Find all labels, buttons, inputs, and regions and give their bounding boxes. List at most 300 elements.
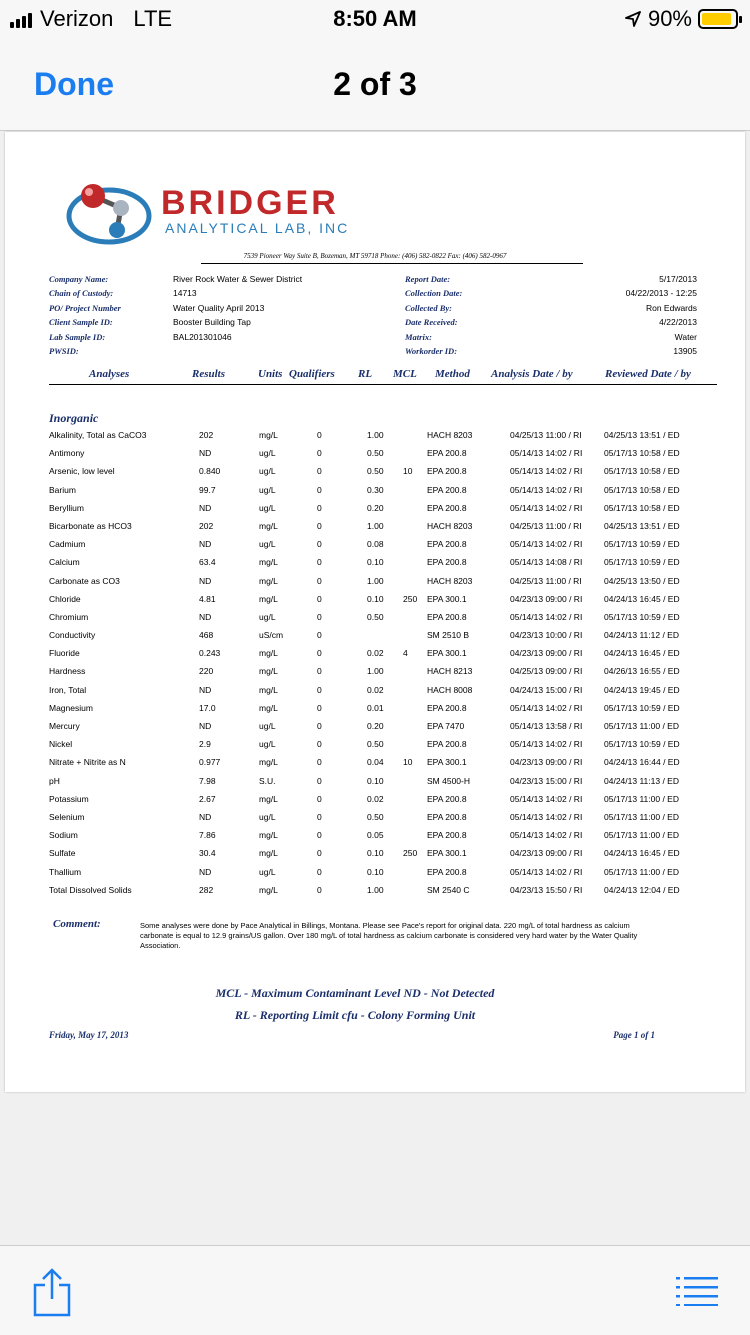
table-row [5, 846, 745, 864]
cell-method: EPA 7470 [427, 721, 465, 731]
date-received-label: Date Received: [405, 317, 458, 328]
cell-qualifier: 0 [317, 648, 322, 659]
cell-mcl: 250 [403, 593, 418, 604]
cell-analyte: pH [49, 775, 60, 786]
cell-reviewed-date: 04/24/13 12:04 / ED [604, 884, 680, 895]
cell-units: ug/L [259, 466, 276, 477]
info-left-labels [49, 272, 121, 358]
cell-rl: 1.00 [367, 520, 384, 531]
table-row [5, 501, 745, 519]
cell-method: HACH 8213 [427, 666, 473, 677]
column-header-results: Results [192, 368, 226, 380]
cell-analyte: Nitrate + Nitrite as N [49, 757, 126, 768]
header-divider [49, 384, 717, 385]
cell-analyte: Potassium [49, 793, 89, 804]
cell-units: mg/L [259, 648, 278, 659]
cell-rl: 0.02 [367, 793, 384, 804]
table-row [5, 683, 745, 701]
table-row [5, 555, 745, 573]
cell-reviewed-date: 04/26/13 16:55 / ED [604, 666, 680, 677]
cell-method: EPA 300.1 [427, 848, 467, 859]
cell-result: 202 [199, 520, 214, 531]
cell-result: ND [199, 448, 212, 459]
cell-units: mg/L [259, 557, 278, 568]
cell-analysis-date: 05/14/13 14:02 / RI [510, 484, 583, 495]
table-row [5, 865, 745, 883]
cell-analyte: Chloride [49, 593, 81, 604]
cell-method: EPA 200.8 [427, 702, 467, 713]
cell-qualifier: 0 [317, 593, 322, 604]
cell-analysis-date: 05/14/13 14:02 / RI [510, 611, 583, 622]
cell-rl: 0.10 [367, 866, 384, 877]
cell-units: mg/L [259, 884, 278, 895]
legend-line-1: MCL - Maximum Contaminant Level ND - Not Detected [215, 986, 495, 1000]
cell-result: ND [199, 866, 212, 877]
table-row [5, 719, 745, 737]
cell-units: mg/L [259, 793, 278, 804]
cell-qualifier: 0 [317, 557, 322, 568]
cell-reviewed-date: 05/17/13 11:00 / ED [604, 830, 679, 841]
cell-analysis-date: 05/14/13 14:02 / RI [510, 866, 583, 877]
cell-rl: 0.50 [367, 448, 384, 459]
cell-reviewed-date: 05/17/13 10:58 / ED [604, 466, 680, 477]
cell-method: EPA 200.8 [427, 793, 467, 804]
table-row [5, 519, 745, 537]
cell-analyte: Hardness [49, 666, 86, 677]
cell-analyte: Thallium [49, 866, 82, 877]
cell-units: ug/L [259, 448, 276, 459]
cell-analysis-date: 05/14/13 14:02 / RI [510, 811, 583, 822]
cell-analyte: Arsenic, low level [49, 466, 115, 477]
company-name-label: Company Name: [49, 274, 109, 284]
cell-reviewed-date: 05/17/13 10:59 / ED [604, 539, 680, 550]
cell-analyte: Carbonate as CO3 [49, 575, 120, 586]
cell-units: ug/L [259, 502, 276, 513]
cell-mcl: 10 [403, 757, 413, 768]
cell-reviewed-date: 04/24/13 16:44 / ED [604, 757, 680, 768]
section-title: Inorganic [49, 411, 99, 425]
table-row [5, 737, 745, 755]
workorder-id-value: 13905 [673, 345, 697, 356]
cell-units: mg/L [259, 430, 278, 440]
battery-icon [698, 9, 738, 29]
page-counter-title: 2 of 3 [333, 66, 417, 102]
battery-percent: 90% [647, 6, 692, 31]
cell-reviewed-date: 04/24/13 11:13 / ED [604, 775, 679, 786]
company-name-value: River Rock Water & Sewer District [173, 274, 303, 284]
cell-method: HACH 8203 [427, 575, 473, 586]
cell-analyte: Sulfate [49, 848, 76, 859]
table-row [5, 610, 745, 628]
cell-reviewed-date: 05/17/13 10:59 / ED [604, 739, 680, 750]
info-left-values [173, 272, 302, 358]
cell-reviewed-date: 05/17/13 10:59 / ED [604, 702, 680, 713]
column-header-method: Method [435, 368, 470, 380]
cell-qualifier: 0 [317, 775, 322, 786]
list-icon[interactable] [676, 1276, 718, 1306]
cell-reviewed-date: 04/25/13 13:50 / ED [604, 575, 680, 586]
po-project-number-value: Water Quality April 2013 [173, 302, 265, 313]
cell-reviewed-date: 04/25/13 13:51 / ED [604, 520, 680, 531]
table-row [5, 664, 745, 682]
cell-method: EPA 200.8 [427, 484, 467, 495]
cell-units: uS/cm [259, 630, 284, 641]
cell-reviewed-date: 04/24/13 16:45 / ED [604, 593, 680, 604]
cell-qualifier: 0 [317, 793, 322, 804]
status-time: 8:50 AM [333, 6, 417, 31]
chain-of-custody-value: 14713 [173, 288, 197, 299]
cell-rl: 0.10 [367, 848, 384, 859]
cell-units: mg/L [259, 575, 278, 586]
lab-address: 7539 Pioneer Way Suite B, Bozeman, MT 59718 Phone: (406) 582-0822 Fax: (406) 582-0967 [243, 252, 507, 260]
cell-reviewed-date: 05/17/13 11:00 / ED [604, 811, 679, 822]
cell-result: 468 [199, 630, 214, 641]
cell-rl: 0.02 [367, 648, 384, 659]
cell-method: SM 2540 C [427, 884, 470, 895]
cell-rl: 1.00 [367, 430, 384, 440]
cell-result: ND [199, 575, 212, 586]
pwsid-value [173, 344, 302, 358]
cell-analyte: Alkalinity, Total as CaCO3 [49, 430, 147, 440]
lab-sample-id-label: Lab Sample ID: [49, 331, 106, 342]
cell-qualifier: 0 [317, 721, 322, 731]
cell-qualifier: 0 [317, 575, 322, 586]
cell-qualifier: 0 [317, 830, 322, 841]
cell-qualifier: 0 [317, 539, 322, 550]
table-row [5, 792, 745, 810]
cell-result: ND [199, 721, 212, 731]
cell-reviewed-date: 05/17/13 11:00 / ED [604, 866, 679, 877]
lab-sample-id-value: BAL201301046 [173, 331, 232, 342]
cell-analyte: Bicarbonate as HCO3 [49, 520, 132, 531]
cell-qualifier: 0 [317, 666, 322, 677]
cell-reviewed-date: 04/24/13 11:12 / ED [604, 630, 679, 641]
cell-analysis-date: 05/14/13 14:02 / RI [510, 466, 583, 477]
cell-reviewed-date: 04/24/13 16:45 / ED [604, 648, 680, 659]
cell-qualifier: 0 [317, 502, 322, 513]
cell-method: EPA 200.8 [427, 739, 467, 750]
cell-reviewed-date: 05/17/13 10:59 / ED [604, 557, 680, 568]
cell-analyte: Barium [49, 484, 76, 495]
cell-analysis-date: 04/23/13 15:50 / RI [510, 884, 583, 895]
cell-method: EPA 200.8 [427, 611, 467, 622]
table-row [5, 446, 745, 464]
cell-qualifier: 0 [317, 866, 322, 877]
cell-analyte: Fluoride [49, 648, 80, 659]
cell-reviewed-date: 05/17/13 10:58 / ED [604, 448, 680, 459]
table-row [5, 755, 745, 773]
status-bar [0, 0, 750, 40]
cell-units: mg/L [259, 684, 278, 695]
lab-subtitle: ANALYTICAL LAB, INC [165, 220, 350, 236]
cell-rl: 0.20 [367, 721, 384, 731]
cell-result: 2.67 [199, 793, 216, 804]
share-icon[interactable] [32, 1267, 72, 1317]
cell-result: ND [199, 684, 212, 695]
lab-logo [65, 178, 395, 250]
cell-qualifier: 0 [317, 611, 322, 622]
cell-method: EPA 200.8 [427, 811, 467, 822]
column-header-analysis-date: Analysis Date / by [491, 368, 573, 380]
cell-analyte: Selenium [49, 811, 85, 822]
cell-analyte: Mercury [49, 721, 80, 731]
cell-rl: 0.10 [367, 775, 384, 786]
pwsid-label: PWSID: [49, 345, 79, 356]
collected-by-value: Ron Edwards [645, 302, 697, 313]
cell-qualifier: 0 [317, 448, 322, 459]
cell-rl: 0.04 [367, 757, 384, 768]
cell-mcl: 250 [403, 848, 418, 859]
client-sample-id-value: Booster Building Tap [173, 317, 251, 328]
network-label: LTE [133, 6, 173, 31]
battery-fill [702, 13, 731, 25]
chain-of-custody-label: Chain of Custody: [49, 288, 114, 299]
cell-result: 7.86 [199, 830, 216, 841]
cell-analyte: Chromium [49, 611, 89, 622]
cell-analyte: Antimony [49, 448, 85, 459]
cell-rl: 1.00 [367, 575, 384, 586]
cell-qualifier: 0 [317, 702, 322, 713]
cell-reviewed-date: 05/17/13 10:58 / ED [604, 484, 680, 495]
table-row [5, 464, 745, 482]
cell-qualifier: 0 [317, 520, 322, 531]
cell-reviewed-date: 04/24/13 19:45 / ED [604, 684, 680, 695]
cell-rl: 0.08 [367, 539, 384, 550]
cell-analysis-date: 05/14/13 14:02 / RI [510, 448, 583, 459]
cell-analysis-date: 04/24/13 15:00 / RI [510, 684, 583, 695]
cell-analysis-date: 05/14/13 13:58 / RI [510, 721, 583, 731]
cell-qualifier: 0 [317, 848, 322, 859]
cell-method: SM 2510 B [427, 630, 470, 641]
cell-units: ug/L [259, 866, 276, 877]
cell-result: 17.0 [199, 702, 216, 713]
table-row [5, 483, 745, 501]
cell-result: 0.977 [199, 757, 221, 768]
cell-units: ug/L [259, 721, 276, 731]
cell-analysis-date: 05/14/13 14:02 / RI [510, 702, 583, 713]
cell-result: ND [199, 811, 212, 822]
column-header-qualifiers: Qualifiers [289, 368, 335, 380]
cell-result: 99.7 [199, 484, 216, 495]
cell-analysis-date: 05/14/13 14:02 / RI [510, 830, 583, 841]
cell-result: 220 [199, 666, 214, 677]
cell-result: 0.840 [199, 466, 221, 477]
results-table [5, 428, 745, 901]
cell-method: HACH 8203 [427, 430, 473, 440]
matrix-label: Matrix: [405, 331, 432, 342]
cell-qualifier: 0 [317, 757, 322, 768]
cell-units: ug/L [259, 611, 276, 622]
cell-reviewed-date: 04/24/13 16:45 / ED [604, 848, 680, 859]
cell-analysis-date: 04/25/13 11:00 / RI [510, 520, 582, 531]
table-row [5, 701, 745, 719]
cell-units: ug/L [259, 811, 276, 822]
cell-method: EPA 300.1 [427, 593, 467, 604]
cell-method: EPA 300.1 [427, 648, 467, 659]
footer-date: Friday, May 17, 2013 [49, 1030, 129, 1040]
cell-units: mg/L [259, 666, 278, 677]
table-row [5, 883, 745, 901]
cell-units: mg/L [259, 830, 278, 841]
cell-reviewed-date: 05/17/13 10:58 / ED [604, 502, 680, 513]
cell-analysis-date: 05/14/13 14:08 / RI [510, 557, 583, 568]
cell-analysis-date: 04/23/13 09:00 / RI [510, 757, 583, 768]
collection-date-value: 04/22/2013 - 12:25 [625, 288, 697, 299]
cell-mcl: 10 [403, 466, 413, 477]
cell-qualifier: 0 [317, 430, 322, 440]
cell-result: 282 [199, 884, 214, 895]
cell-analyte: Magnesium [49, 702, 93, 713]
column-header-analyses: Analyses [89, 368, 130, 380]
battery-nub [739, 16, 742, 23]
table-row [5, 574, 745, 592]
cell-analysis-date: 05/14/13 14:02 / RI [510, 739, 583, 750]
cell-rl: 0.30 [367, 484, 384, 495]
cell-qualifier: 0 [317, 684, 322, 695]
collection-date-label: Collection Date: [405, 288, 463, 299]
cell-reviewed-date: 05/17/13 11:00 / ED [604, 793, 679, 804]
cell-method: EPA 200.8 [427, 539, 467, 550]
cell-analysis-date: 05/14/13 14:02 / RI [510, 793, 583, 804]
cell-rl: 1.00 [367, 666, 384, 677]
cell-analysis-date: 04/25/13 11:00 / RI [510, 575, 582, 586]
cell-reviewed-date: 05/17/13 10:59 / ED [604, 611, 680, 622]
po-project-number-label: PO/ Project Number [49, 302, 121, 313]
cell-units: ug/L [259, 484, 276, 495]
cell-qualifier: 0 [317, 739, 322, 750]
info-right-values [565, 272, 697, 358]
cell-rl: 0.05 [367, 830, 384, 841]
cell-result: 2.9 [199, 739, 211, 750]
cell-analysis-date: 04/25/13 11:00 / RI [510, 430, 582, 440]
status-right [624, 6, 738, 32]
done-button[interactable]: Done [34, 66, 114, 102]
cell-qualifier: 0 [317, 466, 322, 477]
column-header-rl: RL [358, 368, 373, 380]
cell-method: SM 4500-H [427, 775, 470, 786]
table-row [5, 646, 745, 664]
cell-result: 202 [199, 430, 214, 440]
footer-page: Page 1 of 1 [613, 1030, 655, 1040]
carrier-label: Verizon [40, 6, 114, 31]
cell-analysis-date: 04/23/13 09:00 / RI [510, 648, 583, 659]
cell-analyte: Calcium [49, 557, 80, 568]
report-date-value: 5/17/2013 [659, 274, 697, 284]
cell-analyte: Iron, Total [49, 684, 87, 695]
cell-result: 7.98 [199, 775, 216, 786]
cell-method: EPA 200.8 [427, 557, 467, 568]
molecule-logo-icon [65, 178, 157, 250]
cell-analyte: Sodium [49, 830, 78, 841]
cell-units: ug/L [259, 739, 276, 750]
location-arrow-icon [624, 10, 642, 28]
cell-rl: 0.20 [367, 502, 384, 513]
cell-units: mg/L [259, 520, 278, 531]
cell-result: ND [199, 539, 212, 550]
table-row [5, 628, 745, 646]
table-row [5, 428, 745, 446]
cell-reviewed-date: 05/17/13 11:00 / ED [604, 721, 679, 731]
cell-rl: 0.50 [367, 466, 384, 477]
cell-analysis-date: 05/14/13 14:02 / RI [510, 539, 583, 550]
table-row [5, 810, 745, 828]
lab-name: BRIDGER [161, 184, 339, 222]
cell-method: EPA 200.8 [427, 448, 467, 459]
column-header-mcl: MCL [393, 368, 417, 380]
document-page[interactable] [5, 132, 745, 1092]
column-header-units: Units [258, 368, 283, 380]
cell-analysis-date: 04/23/13 15:00 / RI [510, 775, 583, 786]
date-received-value: 4/22/2013 [659, 317, 697, 328]
cell-result: 63.4 [199, 557, 216, 568]
comment-label: Comment: [53, 918, 101, 930]
navigation-bar [0, 40, 750, 131]
cell-result: 4.81 [199, 593, 216, 604]
cell-units: mg/L [259, 702, 278, 713]
table-row [5, 537, 745, 555]
cell-analyte: Beryllium [49, 502, 84, 513]
cell-method: EPA 300.1 [427, 757, 467, 768]
cell-qualifier: 0 [317, 630, 322, 641]
cell-rl: 0.50 [367, 739, 384, 750]
address-divider [201, 263, 583, 264]
cell-result: ND [199, 502, 212, 513]
collected-by-label: Collected By: [405, 302, 452, 313]
cell-method: HACH 8008 [427, 684, 473, 695]
cell-analyte: Total Dissolved Solids [49, 884, 132, 895]
cell-analysis-date: 04/23/13 10:00 / RI [510, 630, 583, 641]
cell-rl: 0.10 [367, 593, 384, 604]
cell-rl: 0.50 [367, 811, 384, 822]
cell-method: EPA 200.8 [427, 466, 467, 477]
cell-units: mg/L [259, 848, 278, 859]
matrix-value: Water [674, 331, 697, 342]
cell-rl: 0.01 [367, 702, 384, 713]
table-row [5, 592, 745, 610]
cell-mcl: 4 [403, 648, 408, 659]
client-sample-id-label: Client Sample ID: [49, 317, 113, 328]
cell-method: EPA 200.8 [427, 502, 467, 513]
cell-method: EPA 200.8 [427, 830, 467, 841]
cell-result: 0.243 [199, 648, 221, 659]
table-row [5, 828, 745, 846]
cell-method: HACH 8203 [427, 520, 473, 531]
cell-rl: 0.10 [367, 557, 384, 568]
table-row [5, 774, 745, 792]
cell-units: mg/L [259, 757, 278, 768]
cell-result: 30.4 [199, 848, 216, 859]
cell-qualifier: 0 [317, 884, 322, 895]
report-date-label: Report Date: [405, 274, 451, 284]
cell-analysis-date: 04/23/13 09:00 / RI [510, 848, 583, 859]
cell-method: EPA 200.8 [427, 866, 467, 877]
cell-units: ug/L [259, 539, 276, 550]
cell-rl: 0.02 [367, 684, 384, 695]
info-right-labels [405, 272, 462, 358]
cell-rl: 0.50 [367, 611, 384, 622]
cell-qualifier: 0 [317, 811, 322, 822]
cell-rl: 1.00 [367, 884, 384, 895]
cell-analysis-date: 04/23/13 09:00 / RI [510, 593, 583, 604]
cell-analyte: Nickel [49, 739, 73, 750]
cell-analysis-date: 04/25/13 09:00 / RI [510, 666, 583, 677]
column-header-reviewed-date: Reviewed Date / by [605, 368, 691, 380]
cell-units: S.U. [259, 775, 276, 786]
cell-units: mg/L [259, 593, 278, 604]
legend-line-2: RL - Reporting Limit cfu - Colony Forming Unit [234, 1008, 476, 1022]
comment-text: Some analyses were done by Pace Analytical in Billings, Montana. Please see Pace's report for original data. 220 mg/L of total hardness as calcium carbonate is equal to 12.9 grains/US gallon. Over 180 mg/L of total hardness as calcium carbonate is considered very hard water by the Water Quality Association. [140, 921, 638, 950]
bottom-toolbar [0, 1245, 750, 1335]
